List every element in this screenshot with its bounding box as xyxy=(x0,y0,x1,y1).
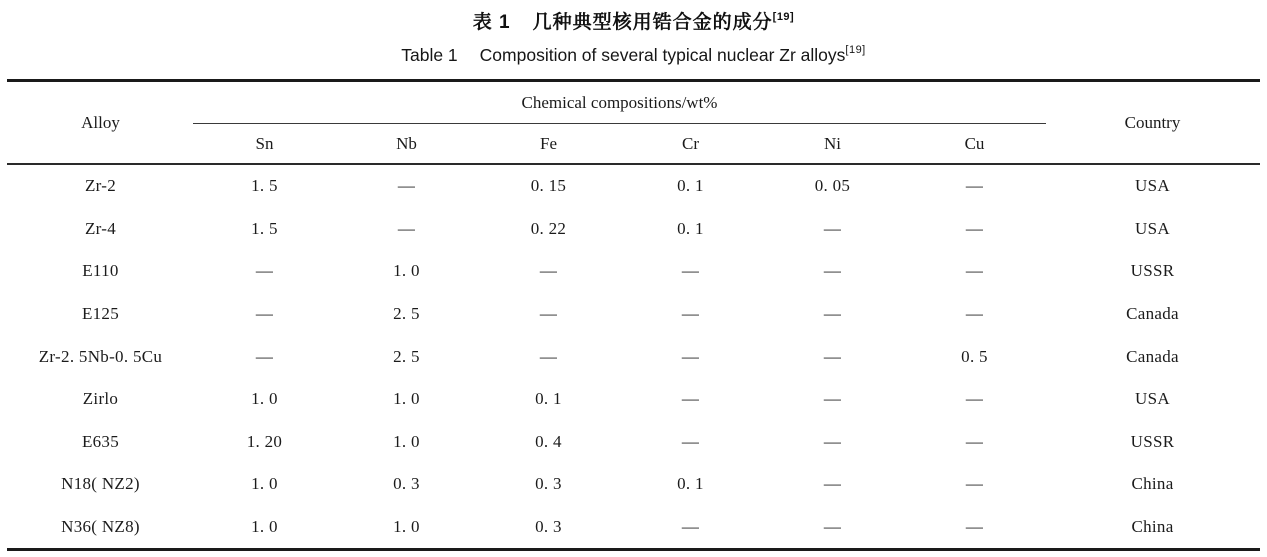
cr-cell: — xyxy=(681,517,700,537)
cu-cell: — xyxy=(965,218,984,238)
nb-cell: 1. 0 xyxy=(393,517,420,537)
nb-cell: 2. 5 xyxy=(393,346,420,366)
fe-cell: 0. 22 xyxy=(530,218,567,238)
table-row xyxy=(7,463,1259,506)
table-row xyxy=(7,250,1259,293)
ni-cell: — xyxy=(823,218,842,238)
alloy-cell: E635 xyxy=(81,431,120,451)
country-cell: USSR xyxy=(1130,261,1175,281)
ni-cell: 0. 05 xyxy=(814,176,851,196)
country-cell: Canada xyxy=(1126,346,1179,366)
citation-ref-en: [19] xyxy=(845,44,866,57)
column-header-cr: Cr xyxy=(681,133,699,153)
composition-table xyxy=(7,79,1259,551)
table-title-zh xyxy=(0,7,1267,34)
fe-cell: 0. 1 xyxy=(535,389,562,409)
alloy-cell: Zr-4 xyxy=(84,218,117,238)
ni-cell: — xyxy=(823,474,842,494)
alloy-cell: Zr-2. 5Nb-0. 5Cu xyxy=(38,346,163,366)
sn-cell: — xyxy=(255,346,274,366)
cr-cell: — xyxy=(681,346,700,366)
table-header xyxy=(7,81,1259,165)
table-title-en-text: Composition of several typical nuclear Zr alloys xyxy=(479,45,846,65)
alloy-cell: E125 xyxy=(81,304,120,324)
table-row xyxy=(7,506,1259,550)
cr-cell: — xyxy=(681,304,700,324)
ni-cell: — xyxy=(823,346,842,366)
nb-cell: — xyxy=(397,176,416,196)
cr-cell: — xyxy=(681,261,700,281)
sn-cell: 1. 5 xyxy=(251,218,278,238)
ni-cell: — xyxy=(823,517,842,537)
cr-cell: 0. 1 xyxy=(677,218,704,238)
alloy-cell: Zr-2 xyxy=(84,176,117,196)
nb-cell: 1. 0 xyxy=(393,389,420,409)
alloy-cell: N18( NZ2) xyxy=(61,474,140,494)
country-cell: USSR xyxy=(1130,431,1175,451)
alloy-cell: E110 xyxy=(82,261,119,281)
citation-ref-zh: [19] xyxy=(772,10,795,23)
alloy-cell: N36( NZ8) xyxy=(61,517,140,537)
sn-cell: 1. 0 xyxy=(251,517,278,537)
ni-cell: — xyxy=(823,389,842,409)
table-row xyxy=(7,335,1259,378)
nb-cell: 1. 0 xyxy=(393,431,420,451)
nb-cell: 0. 3 xyxy=(393,474,420,494)
table-row xyxy=(7,164,1259,208)
column-group-header-chemical-compositions: Chemical compositions/wt% xyxy=(193,81,1045,124)
nb-cell: — xyxy=(397,218,416,238)
sn-cell: 1. 0 xyxy=(251,474,278,494)
nb-cell: 1. 0 xyxy=(393,261,420,281)
table-title-zh-text: 几种典型核用锆合金的成分 xyxy=(532,12,773,33)
table-body xyxy=(7,164,1259,550)
fe-cell: — xyxy=(539,304,558,324)
table-title-en xyxy=(0,45,1267,66)
ni-cell: — xyxy=(823,304,842,324)
table-row xyxy=(7,208,1259,251)
country-cell: China xyxy=(1131,517,1174,537)
ni-cell: — xyxy=(823,431,842,451)
fe-cell: 0. 3 xyxy=(535,517,562,537)
cu-cell: — xyxy=(965,304,984,324)
sn-cell: — xyxy=(255,304,274,324)
cu-cell: — xyxy=(965,517,984,537)
column-header-fe: Fe xyxy=(539,133,557,153)
cr-cell: 0. 1 xyxy=(677,176,704,196)
country-cell: Canada xyxy=(1126,304,1179,324)
table-row xyxy=(7,293,1259,336)
table-row xyxy=(7,378,1259,421)
cu-cell: — xyxy=(965,389,984,409)
table-row xyxy=(7,421,1259,464)
table-title-zh-tag: 表 1 xyxy=(472,12,511,33)
cr-cell: 0. 1 xyxy=(677,474,704,494)
column-header-nb: Nb xyxy=(396,133,417,153)
ni-cell: — xyxy=(823,261,842,281)
column-header-sn: Sn xyxy=(255,133,274,153)
nb-cell: 2. 5 xyxy=(393,304,420,324)
sn-cell: — xyxy=(255,261,274,281)
fe-cell: 0. 15 xyxy=(530,176,567,196)
column-header-ni: Ni xyxy=(823,133,841,153)
country-cell: China xyxy=(1131,474,1174,494)
country-cell: USA xyxy=(1135,218,1170,238)
sn-cell: 1. 0 xyxy=(251,389,278,409)
column-header-country: Country xyxy=(1124,112,1181,132)
fe-cell: 0. 3 xyxy=(535,474,562,494)
cu-cell: 0. 5 xyxy=(961,346,988,366)
column-header-cu: Cu xyxy=(964,133,985,153)
alloy-cell: Zirlo xyxy=(82,389,119,409)
cu-cell: — xyxy=(965,474,984,494)
fe-cell: — xyxy=(539,346,558,366)
country-cell: USA xyxy=(1135,389,1170,409)
cu-cell: — xyxy=(965,176,984,196)
table-title-en-tag: Table 1 xyxy=(401,45,458,65)
cr-cell: — xyxy=(681,431,700,451)
cu-cell: — xyxy=(965,261,984,281)
country-cell: USA xyxy=(1135,176,1170,196)
sn-cell: 1. 5 xyxy=(251,176,278,196)
cr-cell: — xyxy=(681,389,700,409)
column-header-alloy: Alloy xyxy=(81,112,120,132)
fe-cell: — xyxy=(539,261,558,281)
cu-cell: — xyxy=(965,431,984,451)
sn-cell: 1. 20 xyxy=(246,431,283,451)
fe-cell: 0. 4 xyxy=(535,431,562,451)
